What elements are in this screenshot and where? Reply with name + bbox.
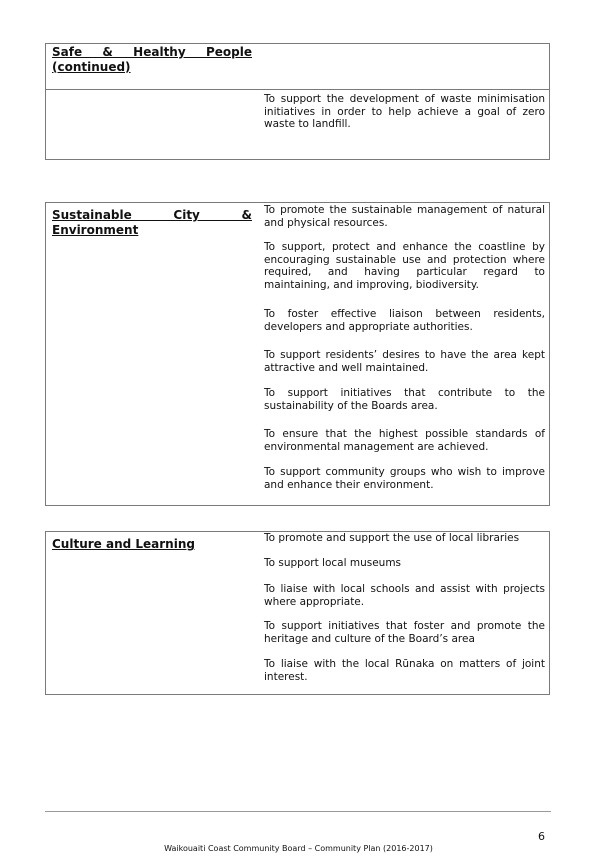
- objective-text: To promote the sustainable management of natural and physical resources.: [264, 204, 545, 229]
- objective-text: To support initiatives that contribute to the sustainability of the Boards area.: [264, 387, 545, 412]
- objective-text: To support residents’ desires to have the area kept attractive and well maintained.: [264, 349, 545, 374]
- section-heading: Culture and Learning: [52, 537, 195, 551]
- objective-text: To liaise with the local Rūnaka on matters of joint interest.: [264, 658, 545, 683]
- objective-text: To support local museums: [264, 557, 402, 569]
- objective-text: To foster effective liaison between residents, developers and appropriate authorities.: [264, 308, 545, 333]
- footer-divider: [45, 811, 551, 812]
- footer-text: Waikouaiti Coast Community Board – Community Plan (2016-2017): [164, 844, 433, 853]
- section-heading: Safe & Healthy People (continued): [52, 45, 252, 74]
- page-number: 6: [538, 830, 545, 843]
- objective-text: To liaise with local schools and assist with projects where appropriate.: [264, 583, 545, 608]
- objective-text: To promote and support the use of local libraries: [264, 532, 520, 544]
- objective-text: To support, protect and enhance the coastline by encouraging sustainable use and protection where required, and having particular regard to maintaining, and improving, biodiversity.: [264, 241, 545, 291]
- objective-text: To support initiatives that foster and promote the heritage and culture of the Board’s area: [264, 620, 545, 645]
- objective-text: To ensure that the highest possible standards of environmental management are achieved.: [264, 428, 545, 453]
- section-culture-learning: [45, 531, 550, 695]
- section-safe-healthy-people: [45, 43, 550, 160]
- objective-text: To support the development of waste minimisation initiatives in order to help achieve a goal of zero waste to landfill.: [264, 93, 545, 130]
- section-sustainable-city-environment: [45, 202, 550, 506]
- objective-text: To support community groups who wish to improve and enhance their environment.: [264, 466, 545, 491]
- section-heading: Sustainable City & Environment: [52, 208, 252, 237]
- section-header-row: [46, 44, 549, 90]
